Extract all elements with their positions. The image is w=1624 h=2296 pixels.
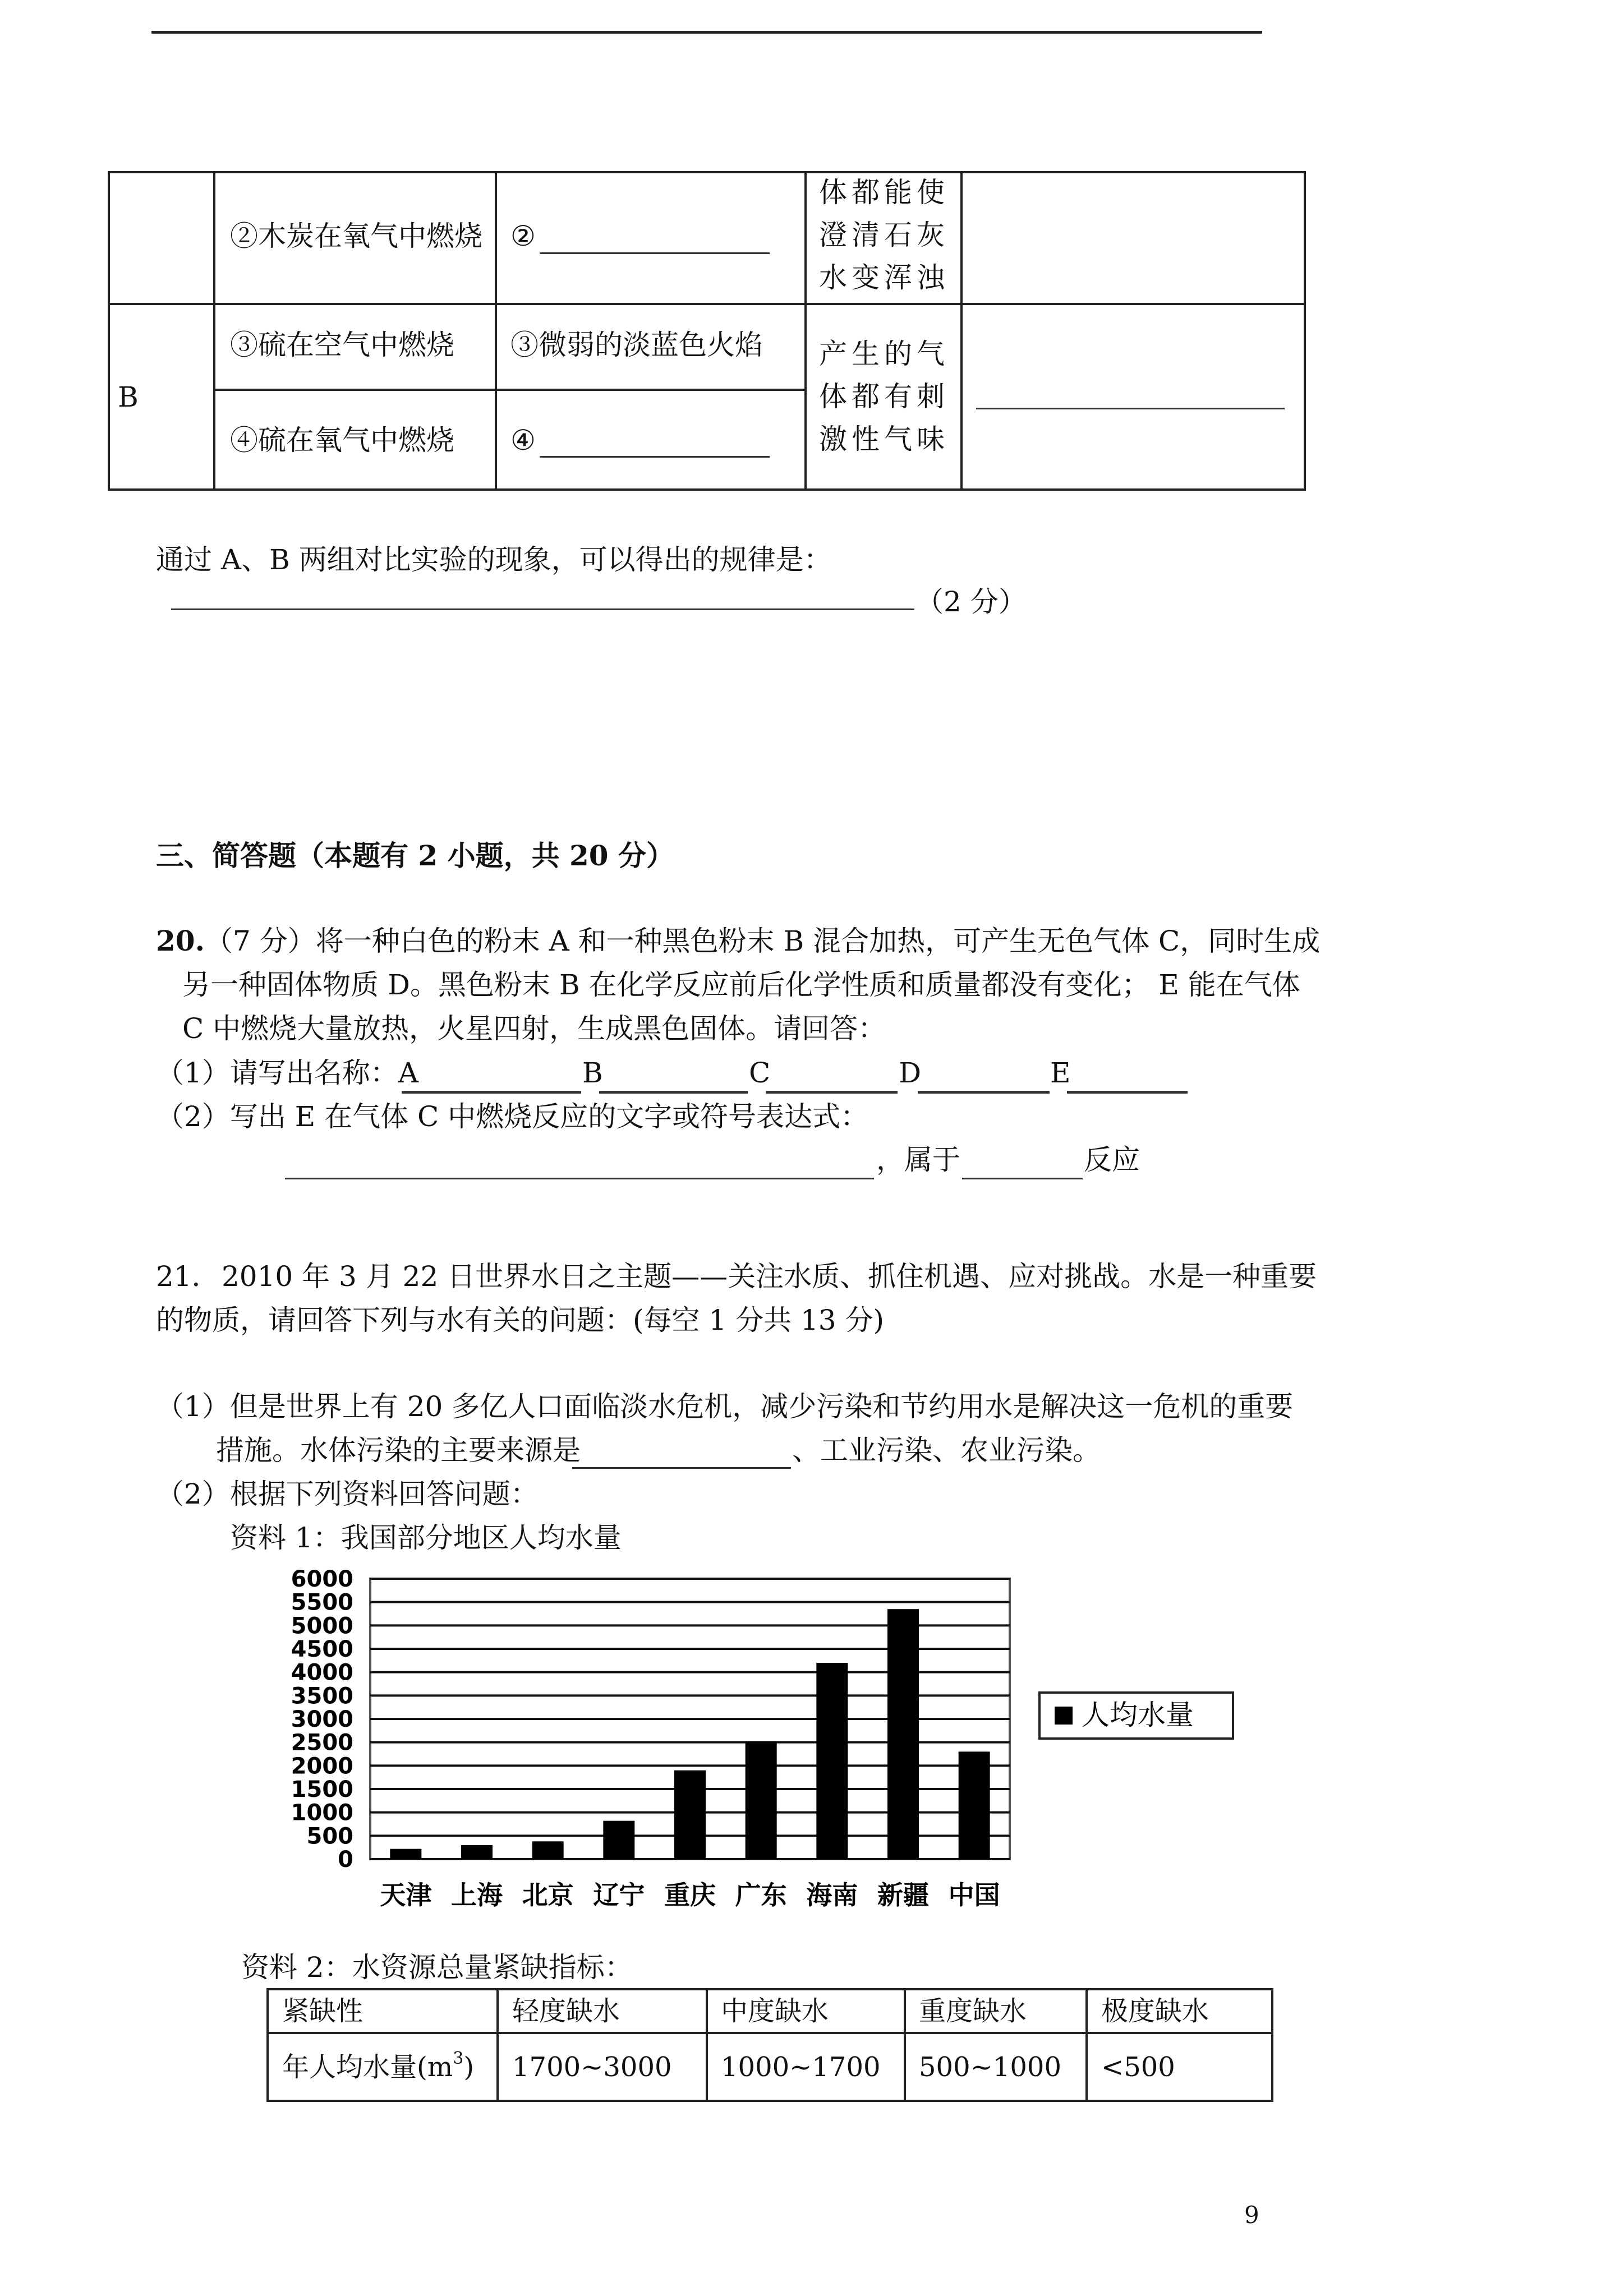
header-rule bbox=[151, 31, 1262, 34]
q21-part1-line2-prefix: 措施。水体污染的主要来源是 bbox=[216, 1434, 581, 1467]
value-severe: 500~1000 bbox=[919, 2051, 1061, 2083]
y-tick-label: 3000 bbox=[291, 1707, 353, 1732]
page-number: 9 bbox=[1244, 2201, 1259, 2229]
legend-label: 人均水量 bbox=[1082, 1699, 1194, 1731]
value-mild: 1700~3000 bbox=[512, 2051, 672, 2083]
header-extreme: 极度缺水 bbox=[1101, 1995, 1209, 2027]
x-tick-label: 广东 bbox=[735, 1880, 787, 1910]
y-tick-label: 5000 bbox=[291, 1613, 353, 1639]
blank-b[interactable] bbox=[599, 1091, 748, 1094]
q20-number: 20. bbox=[156, 924, 205, 957]
q20-label-b: B bbox=[582, 1057, 603, 1089]
y-tick-label: 5500 bbox=[291, 1589, 353, 1616]
y-tick-label: 3500 bbox=[291, 1683, 353, 1709]
bar bbox=[959, 1751, 990, 1859]
blank-a[interactable] bbox=[402, 1091, 581, 1094]
q21-part2: （2）根据下列资料回答问题： bbox=[156, 1478, 539, 1510]
q20-label-c: C bbox=[749, 1057, 771, 1089]
common-feature-b-line3: 激性气味 bbox=[819, 423, 949, 455]
q20-line2: 另一种固体物质 D。黑色粉末 B 在化学反应前后化学性质和质量都没有变化； E 能在气体 bbox=[182, 969, 1300, 1001]
blank-expression[interactable] bbox=[285, 1178, 874, 1179]
x-tick-label: 天津 bbox=[380, 1880, 432, 1910]
header-moderate: 中度缺水 bbox=[721, 1995, 829, 2027]
y-tick-label: 500 bbox=[306, 1823, 353, 1850]
phenomenon-4-prefix: ④ bbox=[510, 424, 536, 457]
bar bbox=[532, 1841, 564, 1859]
q21-number: 21． bbox=[156, 1260, 220, 1293]
y-tick-label: 2000 bbox=[291, 1753, 353, 1779]
blank-rule-b[interactable] bbox=[976, 408, 1285, 409]
header-mild: 轻度缺水 bbox=[512, 1995, 620, 2027]
q20-reaction: 反应 bbox=[1084, 1144, 1140, 1176]
rule-score: （2 分） bbox=[915, 585, 1027, 618]
water-per-capita-chart bbox=[247, 1565, 1257, 1924]
y-tick-label: 1500 bbox=[291, 1777, 353, 1802]
q20-belongs: ，属于 bbox=[876, 1144, 960, 1176]
material1-title: 资料 1：我国部分地区人均水量 bbox=[230, 1522, 622, 1554]
common-feature-a-line2: 澄清石灰 bbox=[819, 219, 949, 251]
blank-rule[interactable] bbox=[171, 608, 914, 610]
bar bbox=[390, 1849, 421, 1859]
x-tick-label: 辽宁 bbox=[593, 1880, 645, 1910]
bar bbox=[603, 1821, 634, 1859]
q21-part1-line1: （1）但是世界上有 20 多亿人口面临淡水危机，减少污染和节约用水是解决这一危机的重要 bbox=[156, 1390, 1294, 1423]
q20-line3: C 中燃烧大量放热，火星四射，生成黑色固体。请回答： bbox=[182, 1012, 886, 1045]
y-tick-label: 4500 bbox=[291, 1636, 353, 1662]
y-tick-label: 2500 bbox=[291, 1730, 353, 1756]
x-tick-label: 中国 bbox=[948, 1880, 1000, 1910]
q21-line2: 的物质，请回答下列与水有关的问题：(每空 1 分共 13 分) bbox=[156, 1304, 885, 1336]
y-tick-label: 0 bbox=[338, 1847, 353, 1873]
y-tick-label: 1000 bbox=[291, 1800, 353, 1826]
x-tick-label: 北京 bbox=[522, 1880, 574, 1910]
x-tick-label: 海南 bbox=[806, 1880, 858, 1910]
q20-line1: （7 分）将一种白色的粉末 A 和一种黑色粉末 B 混合加热，可产生无色气体 C，同时生成 bbox=[205, 925, 1321, 957]
x-tick-label: 重庆 bbox=[664, 1880, 716, 1910]
header-scarcity: 紧缺性 bbox=[282, 1995, 364, 2027]
y-tick-label: 6000 bbox=[291, 1566, 353, 1592]
experiment-charcoal-oxygen: ②木炭在氧气中燃烧 bbox=[230, 220, 482, 252]
material2-title: 资料 2：水资源总量紧缺指标： bbox=[241, 1951, 633, 1984]
blank-pollution-source[interactable] bbox=[572, 1467, 791, 1469]
bar bbox=[461, 1845, 493, 1859]
blank-phenomenon-2[interactable] bbox=[540, 252, 770, 254]
group-b-label: B bbox=[118, 381, 139, 413]
phenomenon-sulfur-air: ③微弱的淡蓝色火焰 bbox=[510, 329, 763, 361]
blank-phenomenon-4[interactable] bbox=[540, 456, 770, 458]
q20-label-e: E bbox=[1050, 1057, 1071, 1089]
rule-prompt: 通过 A、B 两组对比实验的现象，可以得出的规律是： bbox=[156, 543, 832, 576]
legend-swatch bbox=[1055, 1707, 1073, 1725]
water-scarcity-table bbox=[266, 1988, 1273, 2102]
common-feature-b-line1: 产生的气 bbox=[819, 338, 949, 370]
q20-part2: （2）写出 E 在气体 C 中燃烧反应的文字或符号表达式： bbox=[156, 1100, 869, 1133]
blank-d[interactable] bbox=[918, 1091, 1050, 1094]
bar bbox=[746, 1741, 777, 1859]
blank-c[interactable] bbox=[766, 1091, 898, 1094]
experiment-table bbox=[108, 171, 1306, 491]
bar bbox=[674, 1771, 706, 1859]
value-moderate: 1000~1700 bbox=[721, 2051, 881, 2083]
blank-reaction-type[interactable] bbox=[962, 1178, 1083, 1179]
common-feature-a-line3: 水变浑浊 bbox=[819, 261, 949, 294]
experiment-sulfur-air: ③硫在空气中燃烧 bbox=[230, 329, 454, 361]
row-label: 年人均水量$(m^3)$ bbox=[282, 2049, 475, 2083]
q20-label-d: D bbox=[899, 1057, 922, 1089]
header-severe: 重度缺水 bbox=[919, 1995, 1027, 2027]
value-extreme: <500 bbox=[1101, 2051, 1175, 2083]
x-tick-label: 上海 bbox=[451, 1880, 503, 1910]
section-title: 三、简答题（本题有 2 小题，共 20 分） bbox=[156, 839, 674, 872]
q20-part1-prefix: （1）请写出名称：A bbox=[156, 1057, 418, 1089]
x-tick-label: 新疆 bbox=[877, 1880, 929, 1910]
experiment-sulfur-oxygen: ④硫在氧气中燃烧 bbox=[230, 424, 454, 457]
y-tick-label: 4000 bbox=[291, 1659, 353, 1686]
q21-line1: 2010 年 3 月 22 日世界水日之主题——关注水质、抓住机遇、应对挑战。水是一种重要 bbox=[222, 1260, 1317, 1293]
common-feature-b-line2: 体都有刺 bbox=[819, 380, 949, 413]
blank-e[interactable] bbox=[1067, 1091, 1188, 1094]
bar bbox=[816, 1663, 848, 1859]
bar bbox=[887, 1609, 919, 1859]
q21-part1-line2-suffix: 、工业污染、农业污染。 bbox=[792, 1434, 1101, 1467]
common-feature-a-line1: 体都能使 bbox=[819, 176, 949, 209]
phenomenon-2-prefix: ② bbox=[510, 220, 536, 252]
